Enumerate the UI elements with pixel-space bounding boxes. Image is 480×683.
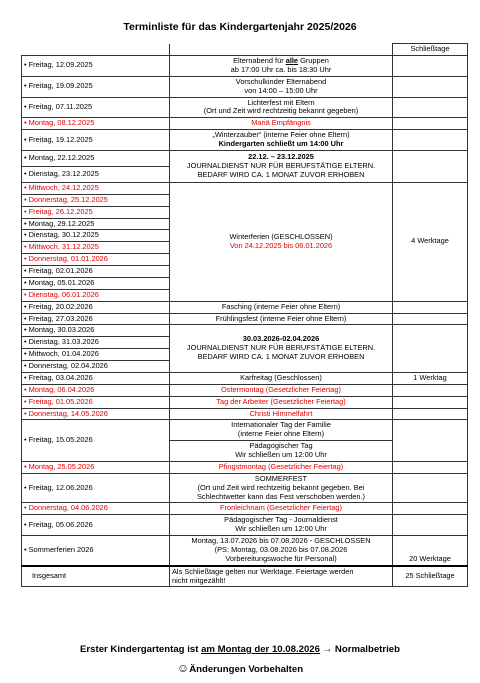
- date-cell: • Freitag, 01.05.2026: [22, 396, 170, 408]
- table-row: [22, 76, 468, 97]
- date-cell: • Freitag, 03.04.2026: [22, 372, 170, 384]
- schedule-table: [21, 43, 468, 587]
- changes-reserved-note: ☺Änderungen Vorbehalten: [176, 661, 304, 675]
- date-cell: • Freitag, 12.06.2026: [22, 473, 170, 503]
- date-cell: • Mittwoch, 24.12.2025: [22, 182, 170, 194]
- date-cell: • Dienstag, 30.12.2025: [22, 230, 170, 242]
- event-cell: Pfingstmontag (Gesetzlicher Feiertag): [170, 461, 393, 473]
- table-row: [22, 150, 468, 166]
- table-row: [22, 515, 468, 536]
- table-row: [22, 325, 468, 337]
- closing-days-cell: 20 Werktage: [393, 536, 468, 566]
- event-cell: Internationaler Tag der Familie (interne Feier ohne Eltern): [170, 420, 393, 441]
- first-day-note: Erster Kindergartentag ist am Montag der 10.08.2026 → Normalbetrieb: [80, 644, 400, 655]
- closing-days-cell: 4 Werktage: [393, 182, 468, 301]
- date-cell: • Mittwoch, 31.12.2025: [22, 242, 170, 254]
- event-cell: Frühlingsfest (interne Feier ohne Eltern): [170, 313, 393, 325]
- date-cell: • Dienstag, 31.03.2026: [22, 337, 170, 349]
- date-cell: • Sommerferien 2026: [22, 536, 170, 566]
- table-row: [22, 118, 468, 130]
- table-row: [22, 461, 468, 473]
- table-row: [22, 301, 468, 313]
- total-note: Als Schließtage gelten nur Werktage. Feiertage werden nicht mitgezählt!: [170, 566, 393, 587]
- table-row: [22, 408, 468, 420]
- date-cell: • Donnerstag, 02.04.2026: [22, 361, 170, 373]
- table-row: [22, 473, 468, 503]
- date-cell: • Dienstag, 23.12.2025: [22, 166, 170, 182]
- total-label: Insgesamt: [22, 566, 170, 587]
- date-cell: • Freitag, 26.12.2025: [22, 206, 170, 218]
- table-row: [22, 97, 468, 118]
- date-cell: • Freitag, 19.09.2025: [22, 76, 170, 97]
- date-cell: • Freitag, 07.11.2025: [22, 97, 170, 118]
- event-cell: Fronleichnam (Gesetzlicher Feiertag): [170, 503, 393, 515]
- date-cell: • Montag, 29.12.2025: [22, 218, 170, 230]
- date-cell: • Montag, 05.01.2026: [22, 277, 170, 289]
- date-cell: • Donnerstag, 04.06.2026: [22, 503, 170, 515]
- table-header-row: [22, 44, 468, 56]
- closing-days-cell: 1 Werktag: [393, 372, 468, 384]
- event-cell: Winterferien (GESCHLOSSEN) Von 24.12.2025 bis 06.01.2026: [170, 182, 393, 301]
- date-cell: • Donnerstag, 25.12.2025: [22, 194, 170, 206]
- table-row: [22, 372, 468, 384]
- event-cell: 30.03.2026-02.04.2026 JOURNALDIENST NUR FÜR BERUFSTÄTIGE ELTERN. BEDARF WIRD CA. 1 MONAT ZUVOR ERHOBEN: [170, 325, 393, 373]
- date-cell: • Montag, 25.05.2026: [22, 461, 170, 473]
- event-cell: „Winterzauber“ (interne Feier ohne Eltern) Kindergarten schließt um 14:00 Uhr: [170, 130, 393, 151]
- date-cell: • Freitag, 02.01.2026: [22, 266, 170, 278]
- arrow-right-icon: →: [322, 644, 333, 655]
- table-row: [22, 182, 468, 194]
- event-cell: SOMMERFEST (Ort und Zeit wird rechtzeitig bekannt gegeben. Bei Schlechtwetter kann das Fest verschoben werden.): [170, 473, 393, 503]
- date-cell: • Mittwoch, 01.04.2026: [22, 349, 170, 361]
- event-cell: Tag der Arbeiter (Gesetzlicher Feiertag): [170, 396, 393, 408]
- date-cell: • Montag, 08.12.2025: [22, 118, 170, 130]
- date-cell: • Donnerstag, 01.01.2026: [22, 254, 170, 266]
- event-cell: Fasching (interne Feier ohne Eltern): [170, 301, 393, 313]
- closing-days-header: Schließtage: [393, 44, 468, 56]
- event-cell: Karfreitag (Geschlossen): [170, 372, 393, 384]
- date-cell: • Freitag, 12.09.2025: [22, 56, 170, 77]
- table-row: [22, 396, 468, 408]
- event-cell: 22.12. – 23.12.2025 JOURNALDIENST NUR FÜR BERUFSTÄTIGE ELTERN. BEDARF WIRD CA. 1 MONAT ZUVOR ERHOBEN: [170, 150, 393, 182]
- date-cell: • Dienstag, 06.01.2026: [22, 289, 170, 301]
- event-cell: Elternabend für alle Gruppen ab 17:00 Uhr ca. bis 18:30 Uhr: [170, 56, 393, 77]
- event-cell: Pädagogischer Tag - Journaldienst Wir schließen um 12:00 Uhr: [170, 515, 393, 536]
- total-row: [22, 566, 468, 587]
- date-cell: • Freitag, 05.06.2026: [22, 515, 170, 536]
- date-cell: • Montag, 22.12.2025: [22, 150, 170, 166]
- table-row: [22, 130, 468, 151]
- event-cell: Mariä Empfängnis: [170, 118, 393, 130]
- date-cell: • Freitag, 19.12.2025: [22, 130, 170, 151]
- event-cell: Christi Himmelfahrt: [170, 408, 393, 420]
- smiley-icon: ☺: [176, 661, 190, 675]
- table-row: [22, 420, 468, 441]
- table-row: [22, 384, 468, 396]
- date-cell: • Freitag, 27.03.2026: [22, 313, 170, 325]
- date-cell: • Freitag, 20.02.2026: [22, 301, 170, 313]
- table-row: [22, 503, 468, 515]
- total-closing-days: 25 Schließtage: [393, 566, 468, 587]
- table-row: [22, 313, 468, 325]
- event-cell: Lichterfest mit Eltern (Ort und Zeit wird rechtzeitig bekannt gegeben): [170, 97, 393, 118]
- date-cell: • Donnerstag, 14.05.2026: [22, 408, 170, 420]
- date-cell: • Montag, 06.04.2026: [22, 384, 170, 396]
- date-cell: • Montag, 30.03.2026: [22, 325, 170, 337]
- event-cell: Montag, 13.07.2026 bis 07.08.2026 - GESCHLOSSEN (PS: Montag, 03.08.2026 bis 07.08.2026 Vorbereitungswoche für Personal): [170, 536, 393, 566]
- table-row: [22, 56, 468, 77]
- page-title: Terminliste für das Kindergartenjahr 2025/2026: [123, 21, 357, 33]
- event-cell: Vorschulkinder Elternabend von 14:00 – 15:00 Uhr: [170, 76, 393, 97]
- table-row: [22, 536, 468, 566]
- event-cell: Ostermontag (Gesetzlicher Feiertag): [170, 384, 393, 396]
- event-cell: Pädagogischer Tag Wir schließen um 12:00 Uhr: [170, 441, 393, 462]
- date-cell: • Freitag, 15.05.2026: [22, 420, 170, 462]
